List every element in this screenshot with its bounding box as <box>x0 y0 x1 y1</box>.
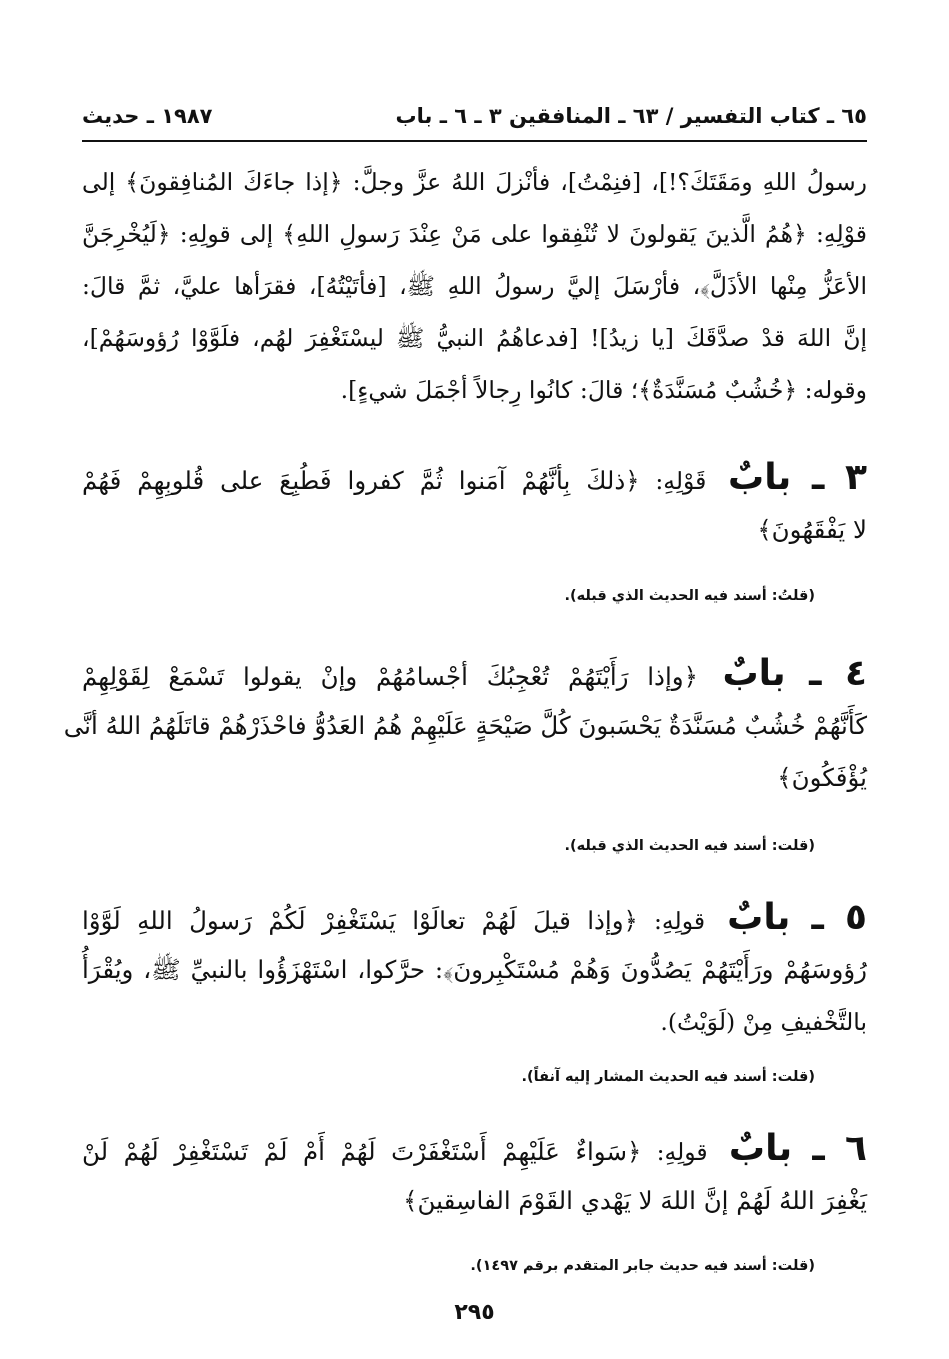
intro-paragraph <box>82 156 867 416</box>
header-divider <box>82 140 867 142</box>
section-title: ٦ ـ بابٌ <box>728 1128 867 1169</box>
verse-text: ﴿وإذا رَأَيْتَهُمْ تُعْجِبُكَ أجْسامُهُمْ وإنْ يقولوا تَسْمَعْ لِقَوْلِهِمْ <box>82 662 698 691</box>
text-line: بالتَّخْفيفِ مِنْ (لَوَيْتُ). <box>660 1008 867 1036</box>
section-title: ٥ ـ بابٌ <box>727 897 867 938</box>
section-title: ٤ ـ بابٌ <box>722 653 867 694</box>
section-lead: قولِهِ: <box>656 1138 708 1166</box>
verse-line: لا يَفْقَهُونَ﴾ <box>757 515 867 544</box>
verse-line: رُؤوسَهُمْ ورَأَيْتَهُمْ يَصُدُّونَ وَهُمْ مُسْتَكْبِرونَ﴾: حرَّكوا، اسْتَهْزَؤُوا بالنبيِّ ﷺ، ويُقْرَأُ <box>82 955 867 984</box>
header-chapter-title: ٦٥ ـ كتاب التفسير / ٦٣ ـ المنافقين ٣ ـ ٦ ـ باب <box>395 104 867 128</box>
section-first-line <box>82 452 867 504</box>
section-bab-6 <box>82 1123 867 1227</box>
page-header <box>82 96 867 136</box>
text-line: وقوله: ﴿خُشُبٌ مُسَنَّدَةٌ﴾؛ قالَ: كانُوا رِجالاً أجْمَلَ شيءٍ]. <box>340 376 867 404</box>
section-title: ٣ ـ بابٌ <box>728 457 867 498</box>
verse-line: كَأَنَّهُمْ خُشُبٌ مُسَنَّدَةٌ يَحْسَبونَ كُلَّ صَيْحَةٍ عَلَيْهِمْ هُمُ العَدُوُّ فاحْذَرْهُمْ قاتَلَهُمُ اللهُ أنَّى <box>63 711 867 740</box>
section-bab-4 <box>63 648 867 804</box>
section-lead: قَوْلِهِ: <box>655 467 707 495</box>
section-note: (قلت: أسند فيه الحديث المشار إليه آنفاً). <box>521 1069 815 1085</box>
text-line: قوْلِهِ: ﴿هُمُ الَّذينَ يَقولونَ لا تُنْفِقوا على مَنْ عِنْدَ رَسولِ اللهِ﴾ إلى قولِهِ: ﴿لَيُخْرِجَنَّ <box>82 220 867 248</box>
text-line: رسولُ اللهِ ومَقَتَكَ؟!]، [فنِمْتُ]، فأنْزلَ اللهُ عزَّ وجلَّ: ﴿إذا جاءَكَ المُنافِقونَ﴾ إلى <box>82 168 867 196</box>
text-line: الأعَزُّ مِنْها الأذَلَّ﴾، فأرْسَلَ إليَّ رسولُ اللهِ ﷺ، [فأتَيْتُهُ]، فقرَأها عليَّ، ثمَّ قالَ: <box>82 272 867 300</box>
section-first-line <box>82 648 867 700</box>
section-first-line <box>82 1123 867 1175</box>
section-note: (قلت: أسند فيه الحديث الذي قبله). <box>564 838 815 854</box>
verse-text: ﴿سَواءٌ عَلَيْهِمْ أَسْتَغْفَرْتَ لَهُمْ أَمْ لَمْ تَسْتَغْفِرْ لَهُمْ لَنْ <box>82 1137 642 1166</box>
section-note: (قلتُ: أسند فيه الحديث الذي قبله). <box>564 588 815 604</box>
page-number: ٢٩٥ <box>454 1300 495 1325</box>
section-bab-5 <box>82 892 867 1048</box>
text-line: إنَّ اللهَ قدْ صدَّقَكَ [يا زيدُ]! [فدعاهُمُ النبيُّ ﷺ ليسْتَغْفِرَ لهُم، فلَوَّوْا رُؤوسَهُمْ]، <box>82 324 867 352</box>
verse-line: يَغْفِرَ اللهُ لَهُمْ إنَّ اللهَ لا يَهْدي القَوْمَ الفاسِقينَ﴾ <box>403 1186 867 1215</box>
section-bab-3 <box>82 452 867 556</box>
section-note: (قلت: أسند فيه حديث جابر المتقدم برقم ١٤٩٧). <box>470 1258 815 1274</box>
verse-text: ﴿ذلكَ بِأنَّهُمْ آمَنوا ثُمَّ كفروا فَطُبِعَ على قُلوبِهِمْ فَهُمْ <box>82 466 640 495</box>
verse-text: ﴿وإذا قيلَ لَهُمْ تعالَوْا يَسْتَغْفِرْ لَكُمْ رَسولُ اللهِ لَوَّوْا <box>82 906 638 935</box>
verse-line: يُؤْفَكُونَ﴾ <box>777 763 867 792</box>
section-lead: قولِهِ: <box>654 907 706 935</box>
section-first-line <box>82 892 867 944</box>
header-hadith-number: ١٩٨٧ ـ حديث <box>82 104 213 128</box>
